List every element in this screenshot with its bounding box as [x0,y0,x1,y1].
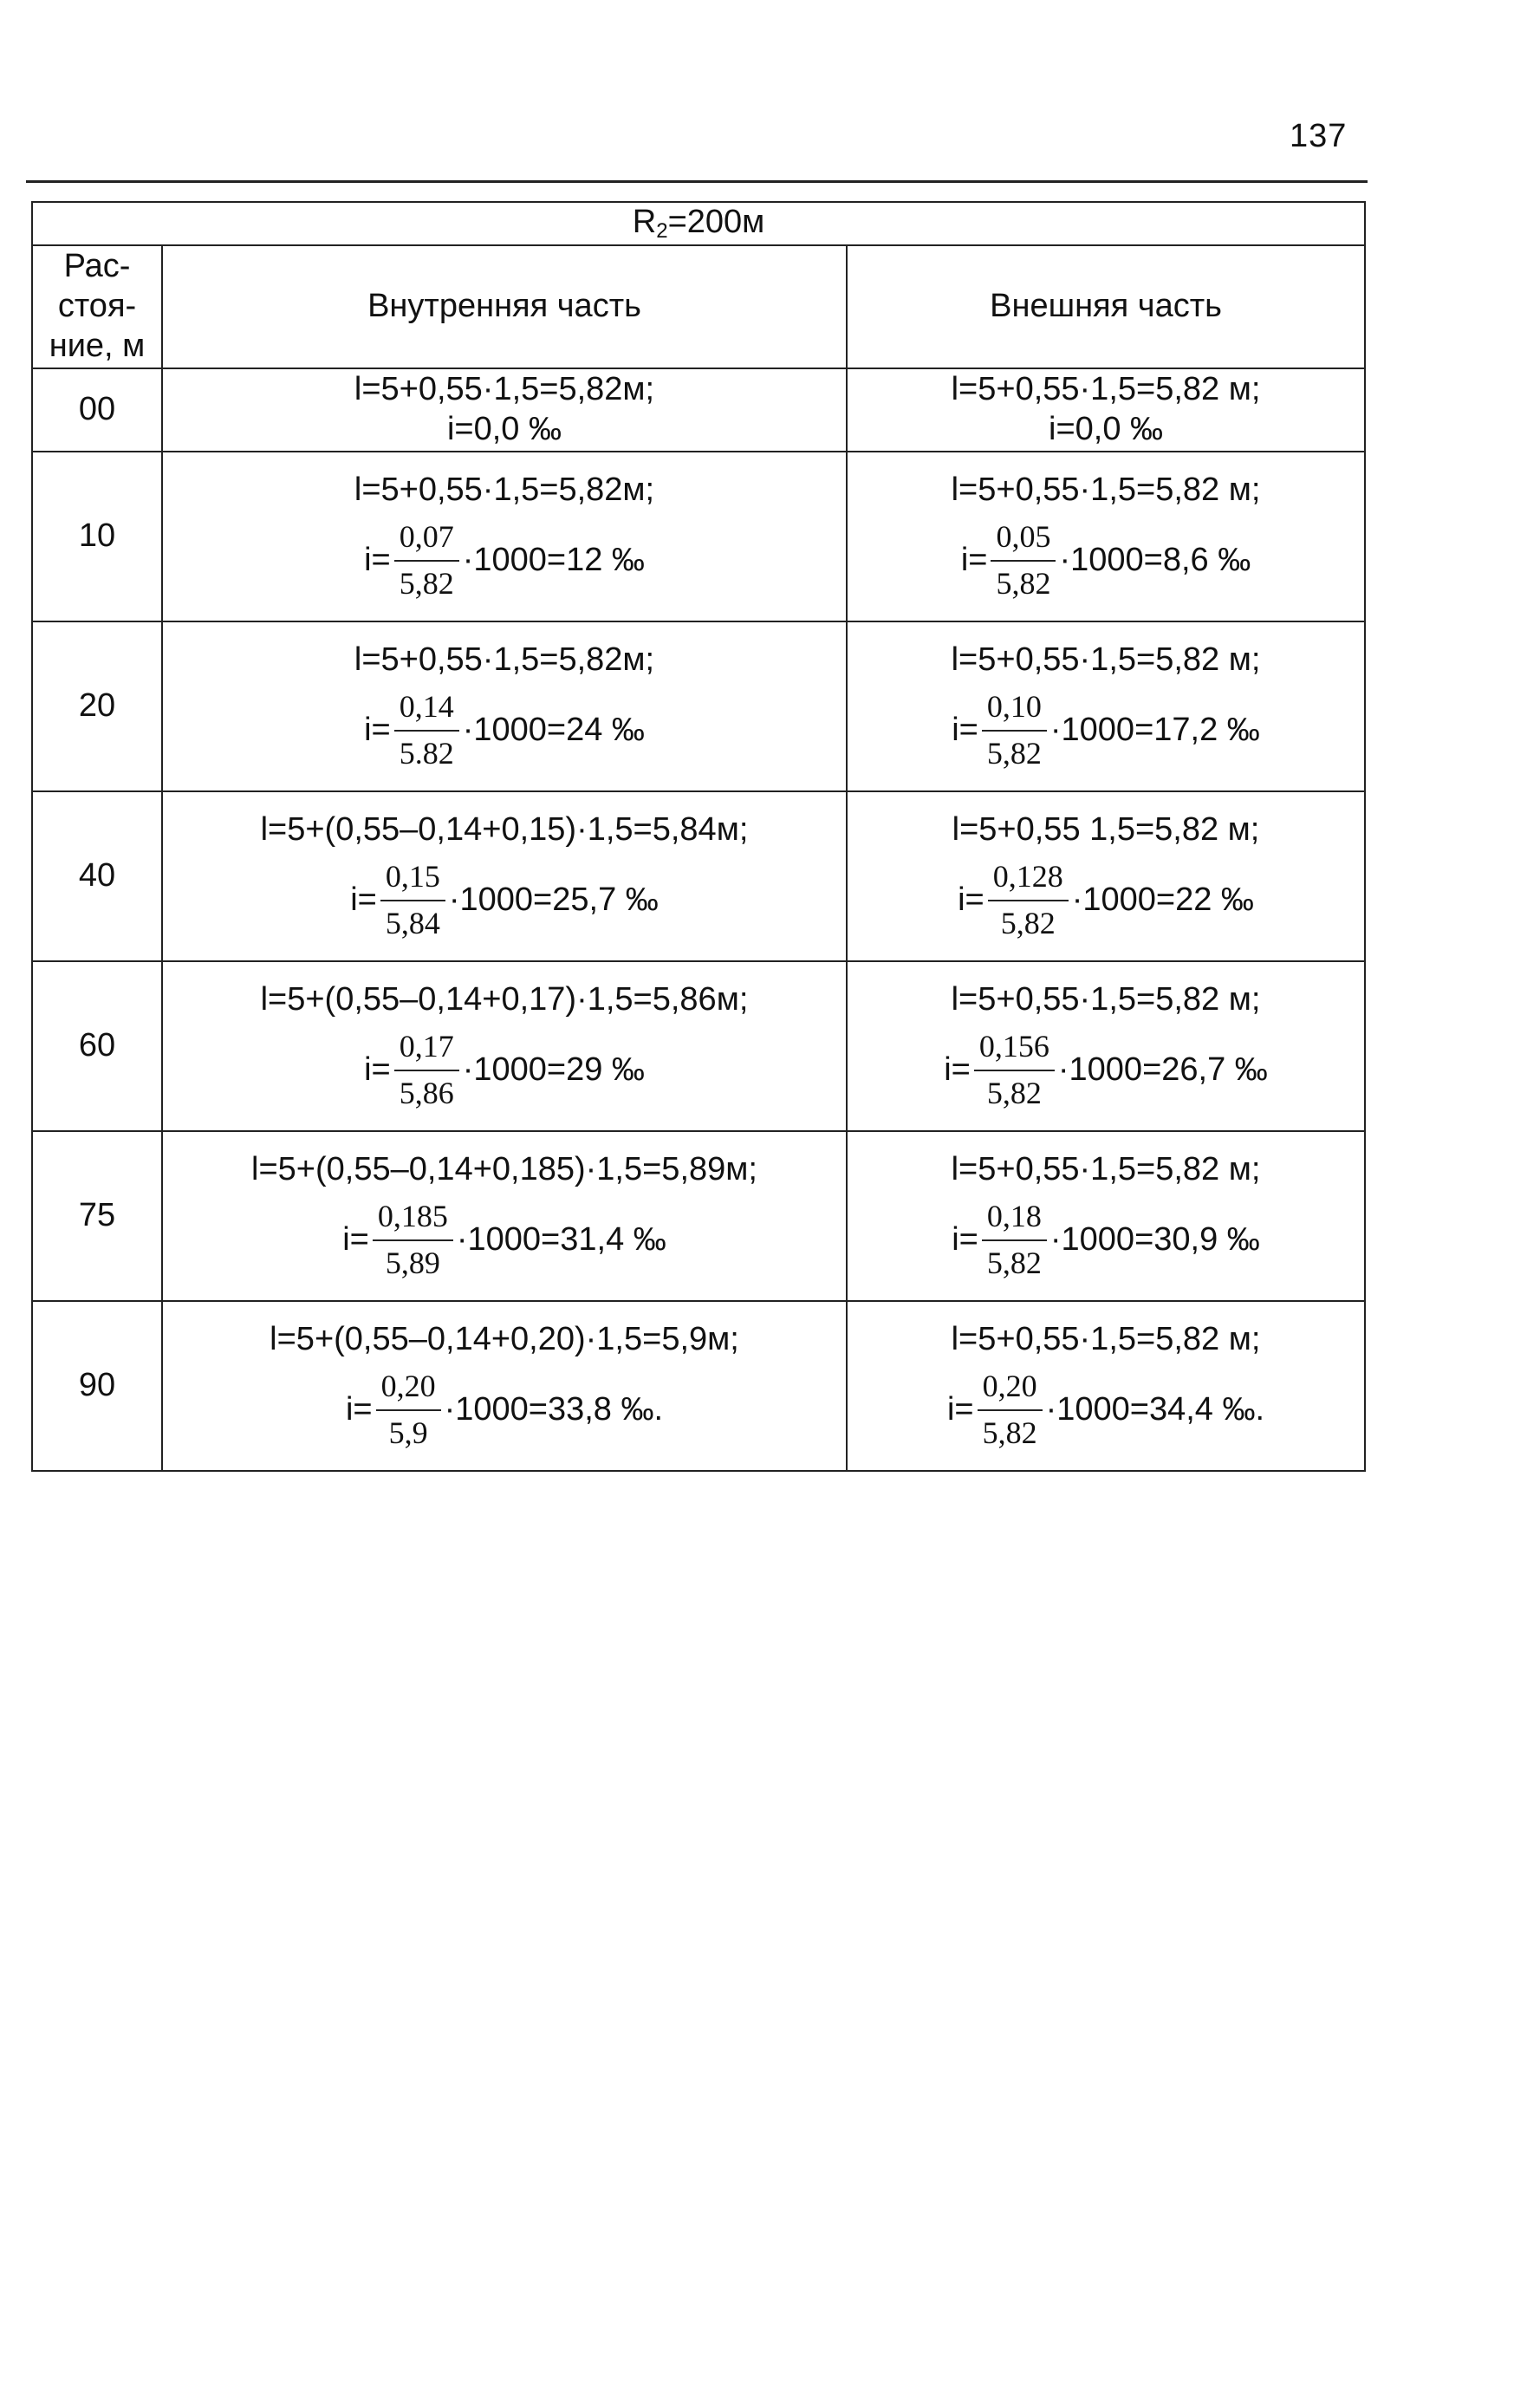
slope-prefix: i= [946,1390,974,1428]
table-row [32,1131,1365,1301]
inner-cell [162,1301,847,1471]
slope-result: ·1000=34,4 ‰. [1045,1390,1265,1428]
fraction-denominator: 5,89 [385,1245,440,1280]
fraction [988,858,1069,941]
fraction [394,518,459,602]
inner-cell [162,621,847,791]
length-formula: l=5+0,55 1,5=5,82 м; [952,810,1260,848]
slope-prefix: i= [952,711,978,748]
fraction-denominator: 5,82 [399,565,454,601]
slope-result: ·1000=25,7 ‰ [448,881,659,918]
page-number: 137 [1290,118,1348,154]
slope-prefix: i= [958,881,984,918]
fraction-numerator: 0,156 [978,1029,1049,1064]
fraction [974,1028,1055,1111]
fraction-numerator: 0,128 [992,859,1063,894]
distance-cell: 60 [32,961,162,1131]
fraction-denominator: 5,9 [388,1415,428,1450]
inner-cell [162,1131,847,1301]
outer-cell [847,791,1365,961]
slope-result: ·1000=33,8 ‰. [444,1390,664,1428]
distance-cell: 75 [32,1131,162,1301]
length-formula: l=5+0,55·1,5=5,82 м; [951,641,1261,678]
fraction-numerator: 0,15 [385,859,440,894]
fraction-denominator: 5.82 [399,735,454,771]
slope-prefix: i= [364,1051,391,1088]
fraction [982,688,1047,771]
inner-cell [162,961,847,1131]
slope-formula [958,858,1254,941]
table-row [32,1301,1365,1471]
length-formula: l=5+0,55·1,5=5,82 м; [951,471,1261,508]
column-header-row [32,245,1365,368]
slope-result: ·1000=24 ‰ [462,711,645,748]
header-inner-part: Внутренняя часть [162,245,847,368]
slope-value: i=0,0 ‰ [446,410,562,447]
length-formula: l=5+0,55·1,5=5,82 м; [951,1150,1261,1187]
fraction [991,518,1056,602]
calculation-table [31,201,1366,1472]
slope-formula [961,518,1251,602]
slope-result: ·1000=30,9 ‰ [1049,1220,1260,1258]
slope-prefix: i= [350,881,377,918]
table-row [32,368,1365,452]
fraction [978,1368,1043,1451]
header-outer-part: Внешняя часть [847,245,1365,368]
slope-result: ·1000=17,2 ‰ [1049,711,1260,748]
length-formula: l=5+0,55·1,5=5,82м; [354,471,655,508]
length-formula: l=5+(0,55–0,14+0,15)·1,5=5,84м; [260,810,749,848]
slope-prefix: i= [960,541,988,578]
fraction-numerator: 0,20 [982,1369,1037,1404]
table-row [32,961,1365,1131]
header-distance [32,245,162,368]
fraction-numerator: 0,17 [399,1029,454,1064]
length-formula: l=5+0,55·1,5=5,82 м; [951,980,1261,1018]
slope-formula [364,688,645,771]
slope-formula [364,518,645,602]
fraction [373,1198,453,1281]
slope-formula [346,1368,663,1451]
fraction-numerator: 0,18 [986,1199,1042,1234]
fraction [394,1028,459,1111]
table-title-suffix: =200м [667,204,765,240]
fraction-numerator: 0,05 [996,519,1051,555]
inner-cell [162,368,847,452]
slope-result: ·1000=29 ‰ [462,1051,645,1088]
slope-value: i=0,0 ‰ [1049,410,1164,447]
slope-formula [952,1198,1260,1281]
outer-cell [847,368,1365,452]
slope-result: ·1000=8,6 ‰ [1059,541,1251,578]
outer-cell [847,1131,1365,1301]
fraction [376,1368,441,1451]
fraction-denominator: 5,82 [986,735,1042,771]
table-row [32,621,1365,791]
fraction-numerator: 0,20 [380,1369,436,1404]
fraction-denominator: 5,82 [1000,905,1056,940]
header-rule [26,180,1368,183]
slope-formula [947,1368,1264,1451]
header-distance-line: ние, м [49,327,146,364]
slope-prefix: i= [944,1051,971,1088]
distance-cell: 20 [32,621,162,791]
slope-prefix: i= [364,541,391,578]
length-formula: l=5+0,55·1,5=5,82м; [354,641,655,678]
length-formula: l=5+(0,55–0,14+0,17)·1,5=5,86м; [260,980,749,1018]
table-title-prefix: R [632,204,657,240]
slope-result: ·1000=31,4 ‰ [456,1220,666,1258]
fraction-denominator: 5,82 [986,1075,1042,1110]
distance-cell: 90 [32,1301,162,1471]
length-formula: l=5+0,55·1,5=5,82 м; [951,1320,1261,1357]
table-title [32,202,1365,245]
table-row [32,791,1365,961]
fraction-numerator: 0,14 [399,689,454,725]
fraction-denominator: 5,82 [996,565,1051,601]
length-formula: l=5+0,55·1,5=5,82м; [354,371,655,408]
inner-cell [162,791,847,961]
outer-cell [847,1301,1365,1471]
slope-formula [952,688,1260,771]
outer-cell [847,452,1365,621]
outer-cell [847,621,1365,791]
length-formula: l=5+(0,55–0,14+0,20)·1,5=5,9м; [270,1320,739,1357]
slope-prefix: i= [342,1220,369,1258]
slope-formula [342,1198,666,1281]
table-row [32,452,1365,621]
fraction-numerator: 0,10 [986,689,1042,725]
fraction [394,688,459,771]
distance-cell: 40 [32,791,162,961]
slope-result: ·1000=26,7 ‰ [1057,1051,1268,1088]
slope-prefix: i= [952,1220,978,1258]
fraction-numerator: 0,185 [377,1199,448,1234]
length-formula: l=5+(0,55–0,14+0,185)·1,5=5,89м; [251,1150,757,1187]
slope-result: ·1000=12 ‰ [462,541,645,578]
slope-prefix: i= [364,711,391,748]
slope-formula [364,1028,645,1111]
outer-cell [847,961,1365,1131]
slope-formula [350,858,659,941]
slope-formula [944,1028,1268,1111]
fraction-denominator: 5,82 [986,1245,1042,1280]
fraction-denominator: 5,86 [399,1075,454,1110]
fraction-denominator: 5,84 [385,905,440,940]
fraction [982,1198,1047,1281]
fraction-numerator: 0,07 [399,519,454,555]
distance-cell: 00 [32,368,162,452]
slope-result: ·1000=22 ‰ [1071,881,1254,918]
header-distance-line: стоя- [57,288,137,324]
inner-cell [162,452,847,621]
table-title-subscript: 2 [656,219,668,243]
table-title-row [32,202,1365,245]
slope-prefix: i= [345,1390,373,1428]
fraction-denominator: 5,82 [982,1415,1037,1450]
header-distance-line: Рас- [63,248,131,285]
length-formula: l=5+0,55·1,5=5,82 м; [951,371,1261,408]
fraction [380,858,445,941]
distance-cell: 10 [32,452,162,621]
